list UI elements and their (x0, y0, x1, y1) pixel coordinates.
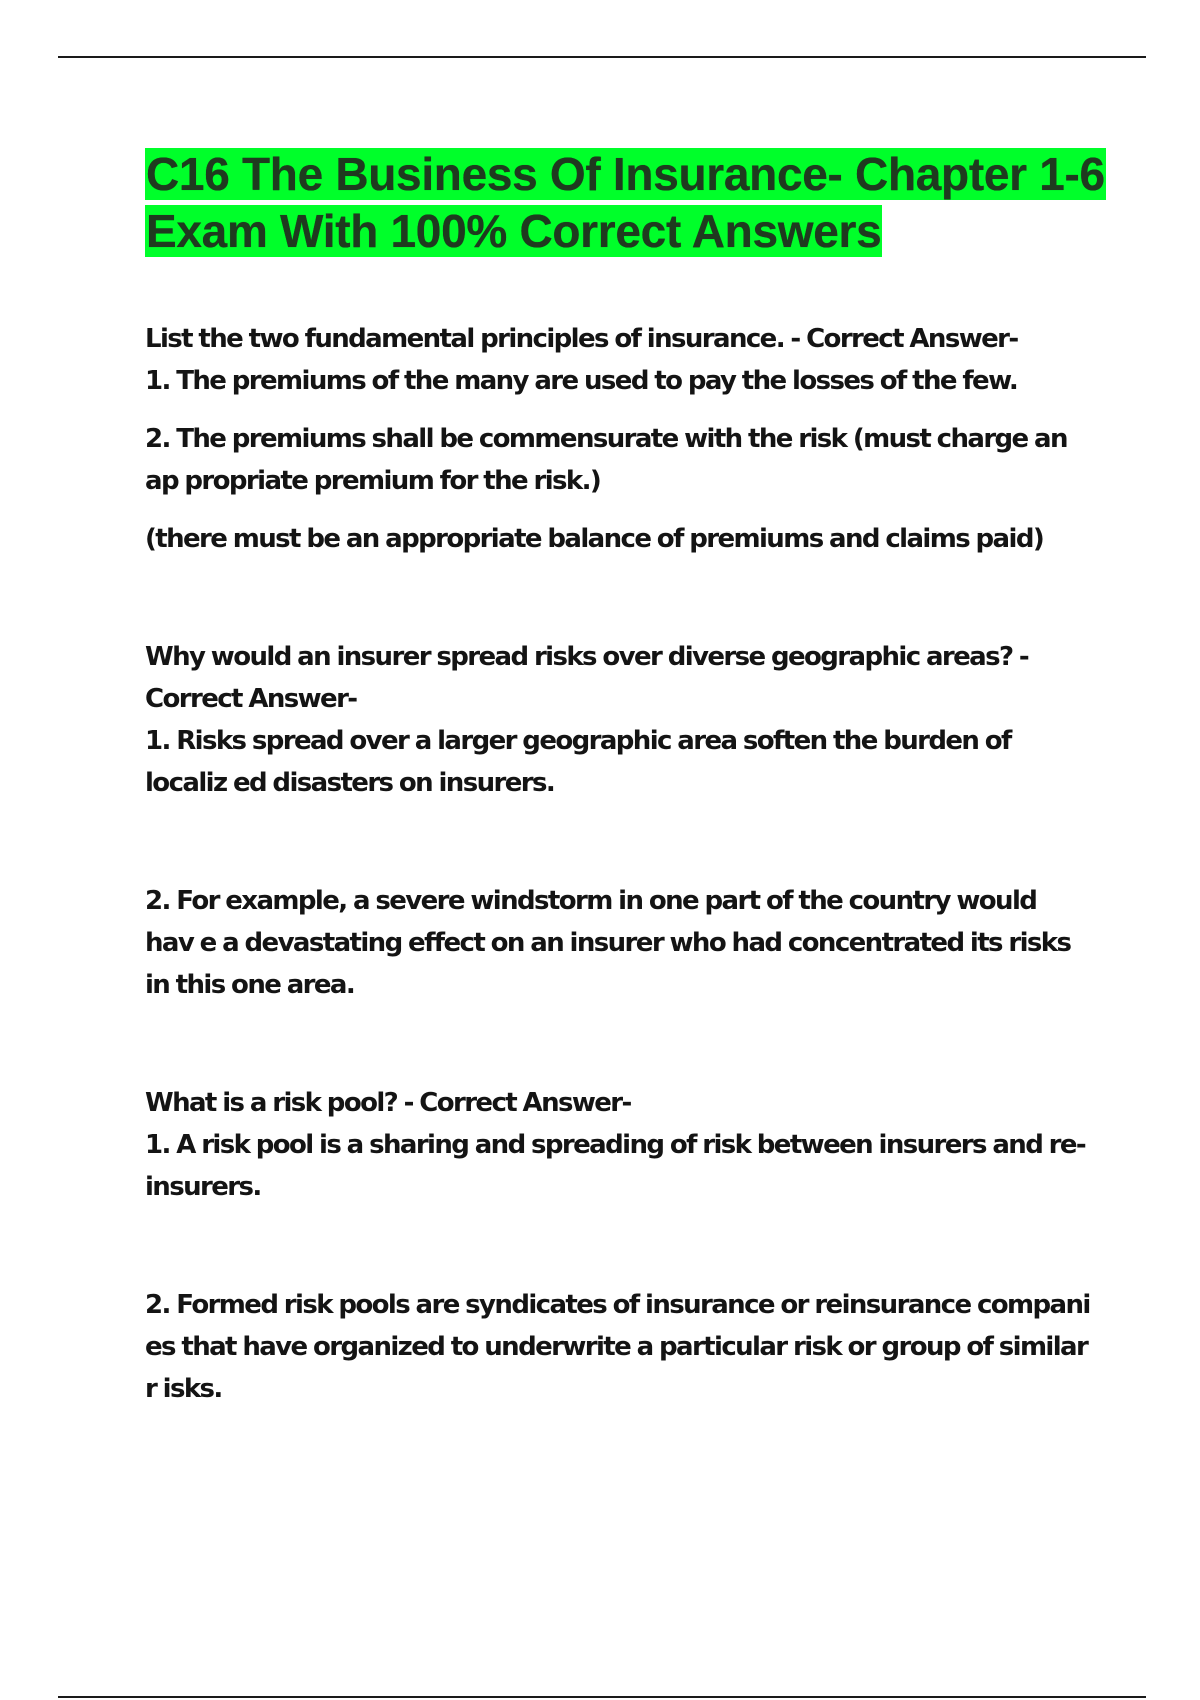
qa-content (145, 318, 1090, 1410)
answer-line: 1. A risk pool is a sharing and spreading of risk between insurers and re-insurers. (145, 1130, 1086, 1202)
question-text: Why would an insurer spread risks over diverse geographic areas? - Correct Answer- (145, 642, 1029, 714)
document-title (145, 146, 1105, 260)
title-highlight: C16 The Business Of Insurance- Chapter 1-6 Exam With 100% Correct Answers (146, 148, 1105, 257)
qa-item-2 (145, 636, 1090, 1006)
footer-rule (58, 1696, 1146, 1698)
qa-item-1 (145, 318, 1090, 560)
answer-line: 2. For example, a severe windstorm in one part of the country would hav e a devastating effect on an insurer who had concentrated its risks in this one area. (145, 886, 1071, 1000)
question-text: What is a risk pool? - Correct Answer- (145, 1088, 631, 1118)
answer-line: 2. The premiums shall be commensurate with the risk (must charge an ap propriate premium for the risk.) (145, 424, 1067, 496)
answer-line: 2. Formed risk pools are syndicates of insurance or reinsurance compani es that have organized to underwrite a particular risk or group of similar r isks. (145, 1290, 1090, 1404)
answer-line: 1. Risks spread over a larger geographic area soften the burden of localiz ed disasters on insurers. (145, 726, 1011, 798)
answer-line: (there must be an appropriate balance of premiums and claims paid) (145, 524, 1044, 554)
answer-line: 1. The premiums of the many are used to pay the losses of the few. (145, 366, 1018, 396)
question-text: List the two fundamental principles of insurance. - Correct Answer- (145, 324, 1018, 354)
qa-item-3 (145, 1082, 1090, 1410)
header-rule (58, 56, 1146, 58)
